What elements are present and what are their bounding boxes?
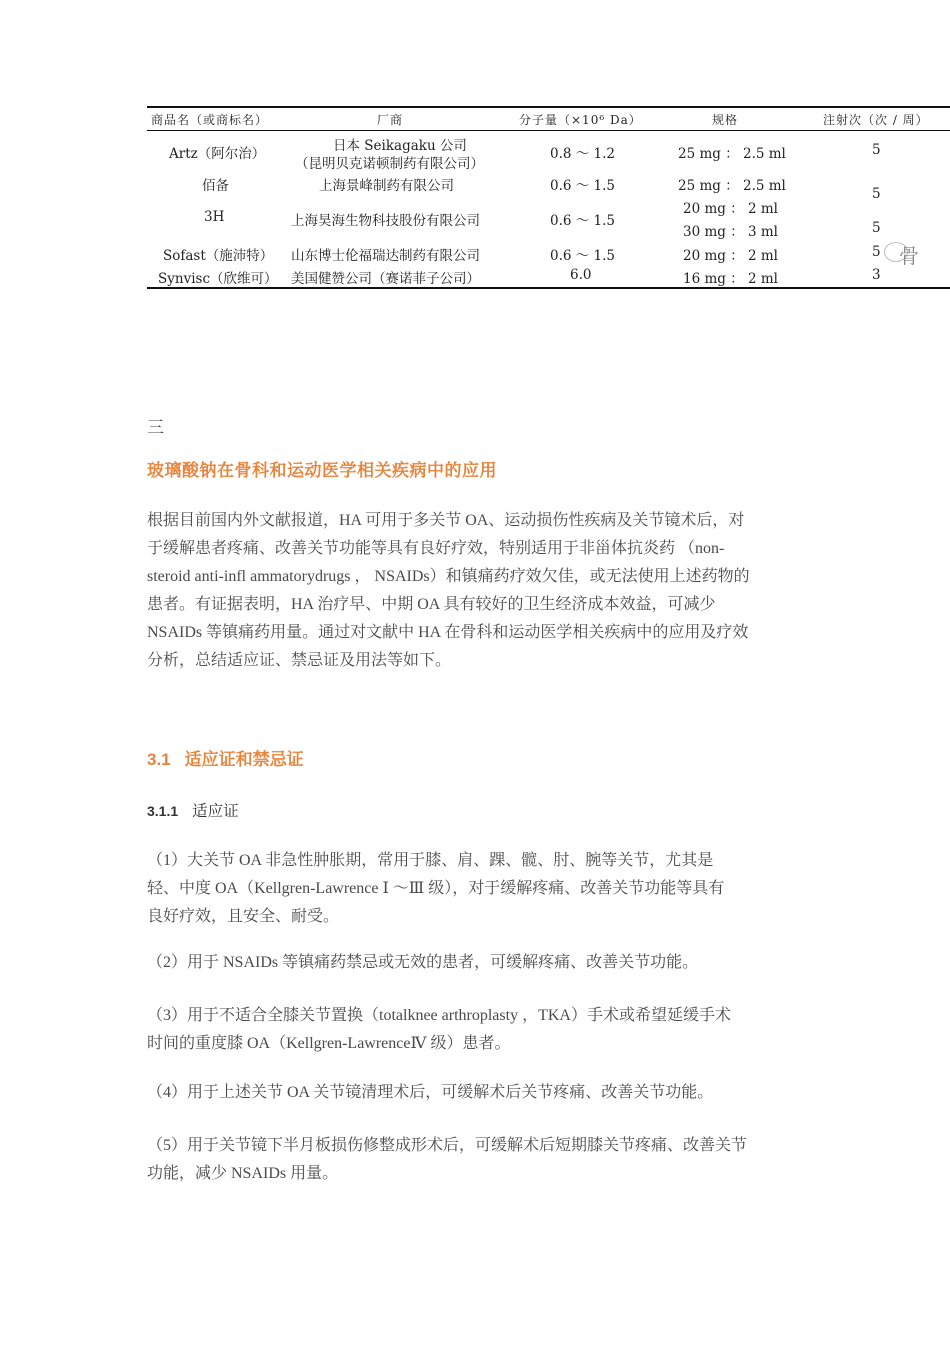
table-cell-maker: 美国健赞公司（赛诺菲子公司） xyxy=(291,271,480,287)
table-cell-spec: 25 mg ： 2.5 ml xyxy=(678,178,786,194)
table-header-name: 商品名（或商标名） xyxy=(151,113,269,127)
table-cell-mw: 0.6 ～ 1.5 xyxy=(550,213,616,229)
subsubsection-title: 适应证 xyxy=(192,803,239,820)
table-cell-maker: 上海景峰制药有限公司 xyxy=(319,178,454,194)
subsection-title: 适应证和禁忌证 xyxy=(184,750,304,769)
paragraph-line: 时间的重度膝 OA（Kellgren-LawrenceⅣ 级）患者。 xyxy=(147,1035,511,1052)
table-cell-spec: 25 mg ： 2.5 ml xyxy=(678,146,786,162)
intro-paragraph xyxy=(147,507,812,675)
table-top-rule xyxy=(147,106,950,108)
table-bottom-rule xyxy=(147,287,950,289)
paragraph-line: （3）用于不适合全膝关节置换（totalknee arthroplasty ，TKA）手术或希望延缓手术 xyxy=(147,1007,731,1024)
indication-item-1 xyxy=(147,847,812,931)
paragraph-line: （4）用于上述关节 OA 关节镜清理术后，可缓解术后关节疼痛、改善关节功能。 xyxy=(147,1084,714,1101)
product-table-image xyxy=(147,106,950,290)
table-cell-maker: 上海昊海生物科技股份有限公司 xyxy=(291,213,480,229)
table-header-maker: 厂商 xyxy=(377,113,404,127)
indication-item-3 xyxy=(147,1002,812,1058)
table-header-spec: 规格 xyxy=(712,113,739,127)
paragraph-line: （5）用于关节镜下半月板损伤修整成形术后，可缓解术后短期膝关节疼痛、改善关节 xyxy=(147,1137,748,1154)
table-cell-spec: 20 mg ： 2 ml xyxy=(683,201,778,217)
table-cell-mw: 0.8 ～ 1.2 xyxy=(550,146,616,162)
table-cell-freq: 5 xyxy=(872,220,881,236)
indication-item-4 xyxy=(147,1079,812,1107)
table-header-mw: 分子量（×10⁶ Da） xyxy=(519,113,642,127)
table-cell-spec: 16 mg ： 2 ml xyxy=(683,271,778,287)
paragraph-line: steroid anti-infl ammatorydrugs ， NSAIDs）和镇痛药疗效欠佳，或无法使用上述药物的 xyxy=(147,568,750,585)
paragraph-line: 良好疗效，且安全、耐受。 xyxy=(147,908,340,925)
subsubsection-heading xyxy=(147,799,239,821)
paragraph-line: 患者。有证据表明，HA 治疗早、中期 OA 具有较好的卫生经济成本效益，可减少 xyxy=(147,596,716,613)
table-header-rule xyxy=(147,130,950,131)
paragraph-line: 轻、中度 OA（Kellgren-Lawrence Ⅰ ～Ⅲ 级），对于缓解疼痛、改善关节功能等具有 xyxy=(147,880,725,897)
paragraph-line: 分析，总结适应证、禁忌证及用法等如下。 xyxy=(147,652,452,669)
table-cell-freq: 5 xyxy=(872,142,881,158)
paragraph-line: 于缓解患者疼痛、改善关节功能等具有良好疗效，特别适用于非甾体抗炎药 （non- xyxy=(147,540,725,557)
indication-item-2 xyxy=(147,949,812,977)
subsection-heading xyxy=(147,745,304,770)
paragraph-line: （2）用于 NSAIDs 等镇痛药禁忌或无效的患者，可缓解疼痛、改善关节功能。 xyxy=(147,954,699,971)
watermark-text: 骨 xyxy=(899,244,919,268)
subsubsection-number: 3.1.1 xyxy=(147,803,179,819)
table-cell-maker: （昆明贝克诺顿制药有限公司） xyxy=(295,156,484,172)
table-cell-freq: 3 xyxy=(872,267,881,283)
table-cell-maker: 日本 Seikagaku 公司 xyxy=(333,138,467,154)
table-cell-maker: 山东博士伦福瑞达制药有限公司 xyxy=(291,248,480,264)
table-cell-freq: 5 xyxy=(872,244,881,260)
section-number: 三 xyxy=(147,418,164,437)
subsection-number: 3.1 xyxy=(147,750,171,769)
table-cell-name: 佰备 xyxy=(202,178,229,194)
section-title: 玻璃酸钠在骨科和运动医学相关疾病中的应用 xyxy=(147,461,497,480)
table-cell-name: 3H xyxy=(204,209,225,225)
table-cell-name: Artz（阿尔治） xyxy=(169,146,266,162)
table-cell-mw: 0.6 ～ 1.5 xyxy=(550,248,616,264)
table-cell-name: Synvisc（欣维可） xyxy=(158,271,278,287)
paragraph-line: NSAIDs 等镇痛药用量。通过对文献中 HA 在骨科和运动医学相关疾病中的应用及疗效 xyxy=(147,624,749,641)
table-cell-mw: 6.0 xyxy=(570,267,592,283)
paragraph-line: 根据目前国内外文献报道，HA 可用于多关节 OA、运动损伤性疾病及关节镜术后，对 xyxy=(147,512,745,529)
table-cell-spec: 30 mg ： 3 ml xyxy=(683,224,778,240)
table-header-freq: 注射次（次 / 周） xyxy=(823,113,929,127)
table-cell-freq: 5 xyxy=(872,186,881,202)
paragraph-line: （1）大关节 OA 非急性肿胀期，常用于膝、肩、踝、髋、肘、腕等关节，尤其是 xyxy=(147,852,714,869)
table-cell-spec: 20 mg ： 2 ml xyxy=(683,248,778,264)
table-cell-name: Sofast（施沛特） xyxy=(163,248,274,264)
paragraph-line: 功能，减少 NSAIDs 用量。 xyxy=(147,1165,339,1182)
table-cell-mw: 0.6 ～ 1.5 xyxy=(550,178,616,194)
indication-item-5 xyxy=(147,1132,812,1188)
